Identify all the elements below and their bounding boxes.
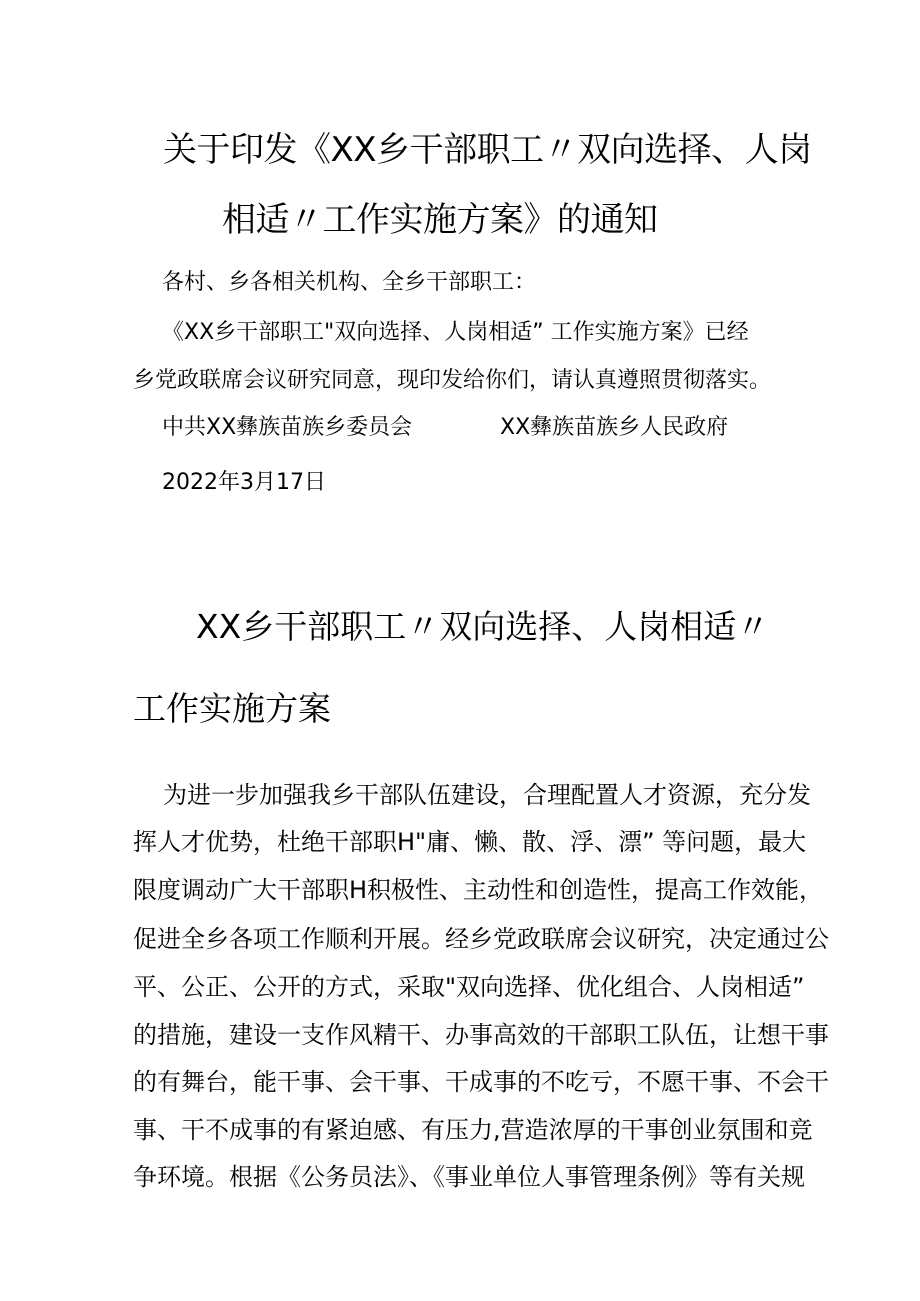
notice-title-line-1: 关于印发《XX乡干部职工〃双向选择、人岗 <box>163 130 812 170</box>
paragraph-line: 的有舞台，能干事、会干事、干成事的不吃亏，不愿干事、不会干 <box>133 1068 829 1096</box>
paragraph-line: 挥人才优势，杜绝干部职H"庸、懒、散、浮、漂” 等问题，最大 <box>133 828 807 856</box>
notice-salutation: 各村、乡各相关机构、全乡干部职工： <box>162 270 537 295</box>
paragraph-line: 争环境。根据《公务员法》、《事业单位人事管理条例》等有关规 <box>133 1163 805 1191</box>
paragraph-line: 平、公正、公开的方式，采取"双向选择、优化组合、人岗相适” <box>133 973 805 1001</box>
issuer-government: XX彝族苗族乡人民政府 <box>500 415 729 440</box>
paragraph-line: 的措施，建设一支作风精干、办事高效的干部职工队伍，让想干事 <box>133 1021 829 1049</box>
notice-body-line-2: 乡党政联席会议研究同意，现印发给你们，请认真遵照贯彻落实。 <box>133 368 772 393</box>
notice-title-line-2: 相适〃工作实施方案》的通知 <box>222 200 658 240</box>
paragraph-line: 限度调动广大干部职H积极性、主动性和创造性，提高工作效能， <box>133 876 824 904</box>
notice-date: 2022年3月17日 <box>162 470 326 495</box>
issuer-party-committee: 中共XX彝族苗族乡委员会 <box>162 415 413 440</box>
plan-title-line-1: XX乡干部职工〃双向选择、人岗相适〃 <box>196 607 770 646</box>
paragraph-line: 为进一步加强我乡干部队伍建设，合理配置人才资源，充分发 <box>163 781 811 809</box>
paragraph-line: 事、干不成事的有紧迫感、有压力,营造浓厚的干事创业氛围和竞 <box>133 1116 813 1144</box>
notice-body-line-1: 《XX乡干部职工"双向选择、人岗相适” 工作实施方案》已经 <box>162 320 749 345</box>
plan-title-line-2: 工作实施方案 <box>133 689 331 728</box>
paragraph-line: 促进全乡各项工作顺利开展。经乡党政联席会议研究，决定通过公 <box>133 925 829 953</box>
